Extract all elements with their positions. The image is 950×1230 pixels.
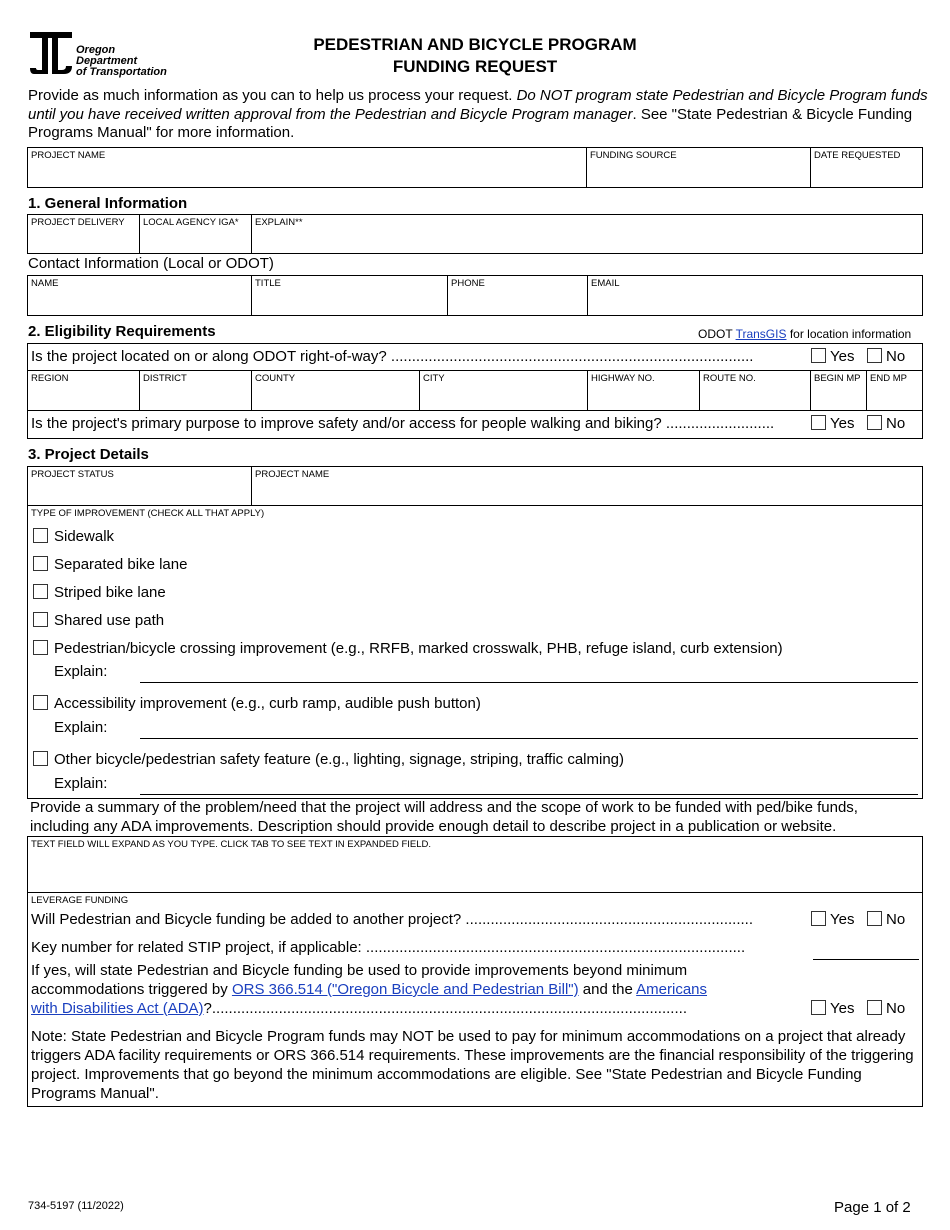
- improvement-separated-bike-lane[interactable]: [33, 556, 187, 573]
- ada-link-part-1[interactable]: Americans: [636, 981, 708, 998]
- route-no-field[interactable]: [700, 371, 811, 410]
- purpose-question: Is the project's primary purpose to improve safety and/or access for people walking and biking? ..........................: [31, 415, 775, 432]
- shared-use-path-label: Shared use path: [54, 612, 165, 629]
- transgis-note: [698, 327, 911, 341]
- row-question: Is the project located on or along ODOT right-of-way? .......................................................................................: [31, 348, 754, 365]
- row-no-label: No: [886, 348, 906, 365]
- type-of-improvement-label: TYPE OF IMPROVEMENT (CHECK ALL THAT APPLY): [31, 508, 265, 519]
- form-title-line-1: PEDESTRIAN AND BICYCLE PROGRAM: [313, 35, 637, 54]
- email-label: EMAIL: [591, 278, 620, 289]
- row-no-option[interactable]: [867, 348, 905, 365]
- agency-line-1: Oregon: [76, 44, 116, 56]
- shared-use-path-checkbox[interactable]: [33, 612, 48, 627]
- crossing-explain-input[interactable]: [140, 666, 918, 683]
- purpose-no-label: No: [886, 415, 906, 432]
- beyond-no-label: No: [886, 1000, 906, 1017]
- added-question: Will Pedestrian and Bicycle funding be added to another project? .....................................................................: [31, 911, 753, 928]
- route-no-label: ROUTE NO.: [703, 373, 756, 384]
- purpose-no-checkbox[interactable]: [867, 415, 882, 430]
- improvement-crossing[interactable]: [33, 640, 783, 657]
- intro-text: [28, 87, 928, 143]
- improvement-striped-bike-lane[interactable]: [33, 584, 166, 601]
- crossing-checkbox[interactable]: [33, 640, 48, 655]
- local-agency-iga-label: LOCAL AGENCY IGA*: [143, 217, 239, 228]
- accessibility-explain-label: Explain:: [54, 719, 108, 736]
- agency-line-2: Department: [76, 55, 138, 67]
- county-field[interactable]: [252, 371, 420, 410]
- funding-note: Note: State Pedestrian and Bicycle Program funds may NOT be used to pay for minimum accommodations on a project that already triggers ADA facility requirements or ORS 366.514 requirements. These improvements are the financial responsibility of the triggering project. Improvements that go beyond the minimum accommodations are eligible. See "State Pedestrian and Bicycle Funding Programs Manual".: [31, 1028, 914, 1102]
- leverage-box: [27, 892, 923, 1107]
- highway-no-label: HIGHWAY NO.: [591, 373, 655, 384]
- funding-source-field[interactable]: [587, 148, 811, 187]
- row-yes-label: Yes: [830, 348, 855, 365]
- explain-label: EXPLAIN**: [255, 217, 303, 228]
- project-name-2-label: PROJECT NAME: [255, 469, 330, 480]
- beyond-yes-checkbox[interactable]: [811, 1000, 826, 1015]
- name-field[interactable]: [28, 276, 252, 315]
- title-label: TITLE: [255, 278, 281, 289]
- project-delivery-label: PROJECT DELIVERY: [31, 217, 125, 228]
- project-status-field[interactable]: [28, 467, 252, 505]
- project-status-label: PROJECT STATUS: [31, 469, 114, 480]
- intro-part-2: Do NOT program state Pedestrian and Bicycle Program funds until you have received written approval from the Pedestrian and Bicycle Program manager: [28, 87, 928, 123]
- intro-part-1: Provide as much information as you can to help us process your request.: [28, 87, 517, 104]
- added-no-checkbox[interactable]: [867, 911, 882, 926]
- city-field[interactable]: [420, 371, 588, 410]
- striped-bike-lane-label: Striped bike lane: [54, 584, 166, 601]
- odot-prefix: ODOT: [698, 327, 736, 341]
- separated-bike-lane-label: Separated bike lane: [54, 556, 188, 573]
- top-row: [27, 147, 923, 188]
- summary-text-field[interactable]: [27, 836, 923, 893]
- sidewalk-label: Sidewalk: [54, 528, 115, 545]
- added-yes-option[interactable]: [811, 911, 854, 928]
- added-yes-label: Yes: [830, 911, 855, 928]
- section-1-heading: 1. General Information: [28, 195, 188, 212]
- project-delivery-field[interactable]: [28, 215, 140, 253]
- project-name-label: PROJECT NAME: [31, 150, 106, 161]
- sidewalk-checkbox[interactable]: [33, 528, 48, 543]
- summary-instructions: Provide a summary of the problem/need that the project will address and the scope of work to be funded with ped/bike funds, including any ADA improvements. Description should provide enough detail to describe project in a publication or website.: [30, 799, 858, 835]
- purpose-yes-label: Yes: [830, 415, 855, 432]
- purpose-yes-option[interactable]: [811, 415, 854, 432]
- date-requested-field[interactable]: [811, 148, 922, 187]
- purpose-no-option[interactable]: [867, 415, 905, 432]
- explain-field[interactable]: [252, 215, 922, 253]
- begin-mp-label: BEGIN MP: [814, 373, 861, 384]
- improvement-box: [27, 505, 923, 799]
- form-number: 734-5197 (11/2022): [28, 1200, 124, 1212]
- other-checkbox[interactable]: [33, 751, 48, 766]
- added-yes-checkbox[interactable]: [811, 911, 826, 926]
- district-field[interactable]: [140, 371, 252, 410]
- leverage-funding-label: LEVERAGE FUNDING: [31, 895, 129, 906]
- section-2-heading: 2. Eligibility Requirements: [28, 323, 216, 340]
- key-number-input[interactable]: [813, 941, 919, 960]
- striped-bike-lane-checkbox[interactable]: [33, 584, 48, 599]
- city-label: CITY: [423, 373, 445, 384]
- project-name-field[interactable]: [28, 148, 587, 187]
- location-row: [27, 370, 923, 411]
- other-explain-label: Explain:: [54, 775, 108, 792]
- separated-bike-lane-checkbox[interactable]: [33, 556, 48, 571]
- local-agency-iga-field[interactable]: [140, 215, 252, 253]
- added-no-option[interactable]: [867, 911, 905, 928]
- highway-no-field[interactable]: [588, 371, 700, 410]
- funding-source-label: FUNDING SOURCE: [590, 150, 677, 161]
- project-details-row: [27, 466, 923, 506]
- improvement-sidewalk[interactable]: [33, 528, 114, 545]
- project-name-2-field[interactable]: [252, 467, 922, 505]
- improvement-accessibility[interactable]: [33, 695, 481, 712]
- contact-heading: Contact Information (Local or ODOT): [28, 255, 274, 272]
- county-label: COUNTY: [255, 373, 296, 384]
- ada-link-part-2[interactable]: with Disabilities Act (ADA): [31, 1000, 204, 1017]
- end-mp-label: END MP: [870, 373, 907, 384]
- beyond-question-line-1: If yes, will state Pedestrian and Bicycle funding be used to provide improvements beyond minimum: [31, 962, 688, 979]
- page-number: Page 1 of 2: [834, 1199, 911, 1216]
- beyond-dots: ?..................................................................................................................: [203, 1000, 687, 1017]
- improvement-shared-use-path[interactable]: [33, 612, 164, 629]
- end-mp-field[interactable]: [867, 371, 922, 410]
- transgis-link[interactable]: TransGIS: [735, 327, 787, 341]
- other-explain-input[interactable]: [140, 778, 918, 795]
- beyond-text: accommodations triggered by: [31, 981, 232, 998]
- general-info-row: [27, 214, 923, 254]
- region-field[interactable]: [28, 371, 140, 410]
- beyond-question-line-2: [31, 981, 919, 998]
- form-title-line-2: FUNDING REQUEST: [392, 57, 558, 76]
- name-label: NAME: [31, 278, 59, 289]
- agency-line-3: of Transportation: [76, 66, 167, 78]
- odot-logo: [28, 28, 193, 80]
- row-question-box: [27, 343, 923, 371]
- row-no-checkbox[interactable]: [867, 348, 882, 363]
- beyond-no-checkbox[interactable]: [867, 1000, 882, 1015]
- intro-part-3: . See "State Pedestrian & Bicycle Funding Programs Manual" for more information.: [28, 105, 913, 141]
- region-label: REGION: [31, 373, 69, 384]
- ors-link[interactable]: ORS 366.514 ("Oregon Bicycle and Pedestrian Bill"): [231, 981, 579, 998]
- crossing-label: Pedestrian/bicycle crossing improvement (e.g., RRFB, marked crosswalk, PHB, refuge island, curb extension): [54, 640, 783, 657]
- other-label: Other bicycle/pedestrian safety feature (e.g., lighting, signage, striping, traffic calming): [54, 751, 625, 768]
- added-no-label: No: [886, 911, 906, 928]
- text-field-label: TEXT FIELD WILL EXPAND AS YOU TYPE. CLICK TAB TO SEE TEXT IN EXPANDED FIELD.: [31, 839, 432, 850]
- row-yes-checkbox[interactable]: [811, 348, 826, 363]
- title-field[interactable]: [252, 276, 448, 315]
- section-3-heading: 3. Project Details: [28, 446, 149, 463]
- and-the-text: and the: [578, 981, 637, 998]
- district-label: DISTRICT: [143, 373, 187, 384]
- beyond-yes-option[interactable]: [811, 1000, 854, 1017]
- purpose-question-box: [27, 410, 923, 439]
- accessibility-checkbox[interactable]: [33, 695, 48, 710]
- beyond-no-option[interactable]: [867, 1000, 905, 1017]
- accessibility-explain-input[interactable]: [140, 722, 918, 739]
- row-yes-option[interactable]: [811, 348, 854, 365]
- beyond-yes-label: Yes: [830, 1000, 855, 1017]
- odot-suffix: for location information: [786, 327, 912, 341]
- email-field[interactable]: [588, 276, 922, 315]
- date-requested-label: DATE REQUESTED: [814, 150, 901, 161]
- contact-row: [27, 275, 923, 316]
- key-number-question: Key number for related STIP project, if applicable: ...........................................................................................: [31, 939, 746, 956]
- improvement-other[interactable]: [33, 751, 624, 768]
- phone-field[interactable]: [448, 276, 588, 315]
- purpose-yes-checkbox[interactable]: [811, 415, 826, 430]
- odot-logo-icon: [28, 28, 74, 80]
- begin-mp-field[interactable]: [811, 371, 867, 410]
- crossing-explain-label: Explain:: [54, 663, 108, 680]
- accessibility-label: Accessibility improvement (e.g., curb ramp, audible push button): [54, 695, 481, 712]
- phone-label: PHONE: [451, 278, 485, 289]
- beyond-question-line-3: [31, 1000, 807, 1017]
